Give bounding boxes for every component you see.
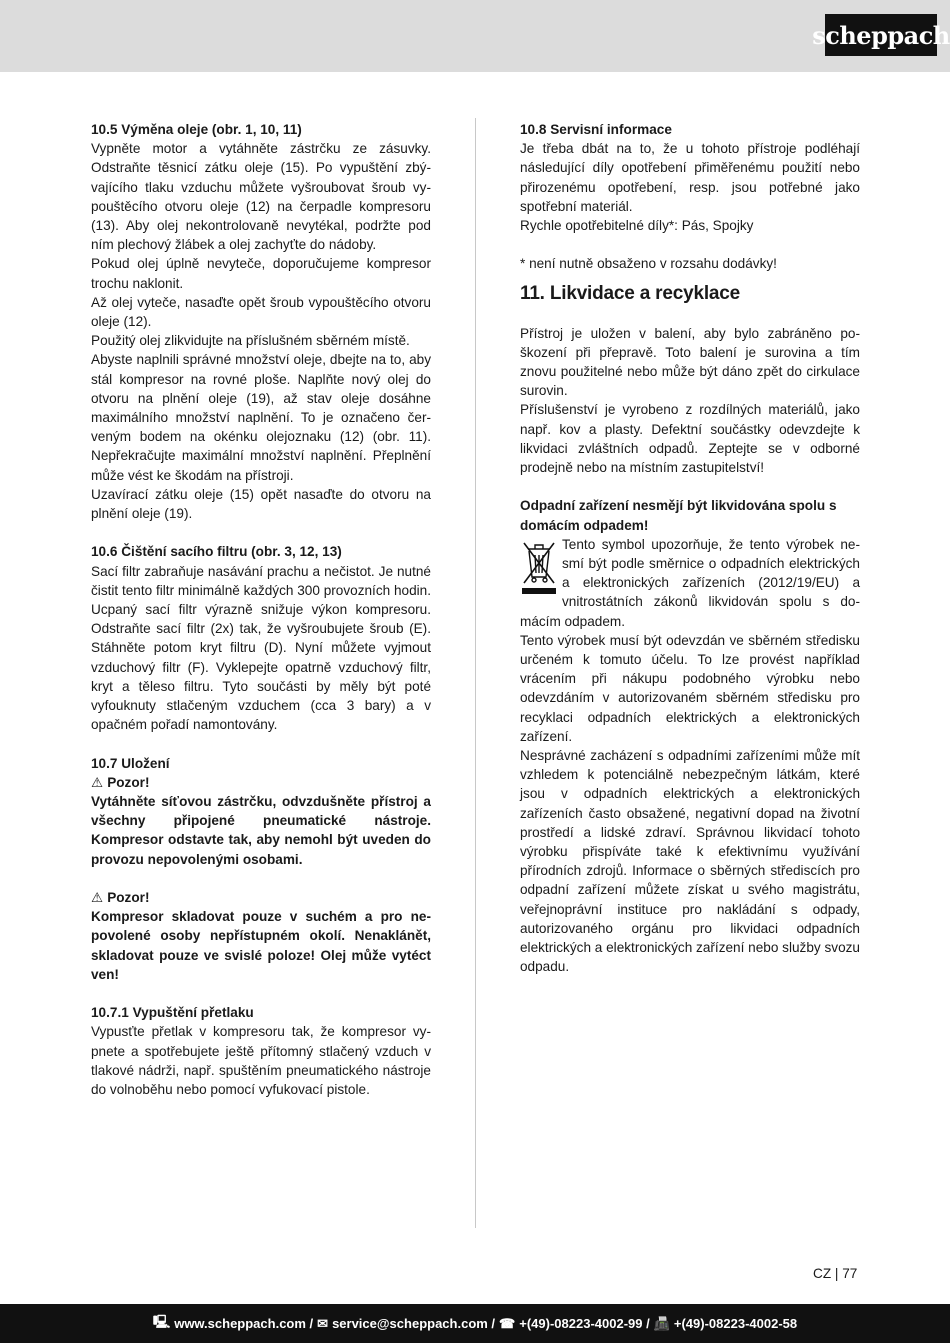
paragraph: Abyste naplnili správné množství oleje, dbejte na to, aby stál kompresor na rovné ploše. Naplňte nový olej do otvoru na plnění oleje (19), až stav oleje dosáhne maximálního množství naplnění. To je označeno červeným bodem na okénku olejoznaku (12) (obr. 11). Nepřekračujte maximální množství naplnění. Přeplnění může vést ke škodám na přístroji. — [91, 352, 431, 483]
top-bar — [0, 0, 950, 72]
weee-heading: Odpadní zařízení nesmějí být likvidována spolu s domácím odpadem! — [520, 498, 837, 533]
paragraph: Až olej vyteče, nasaďte opět šroub vypouštěcího otvoru oleje (12). — [91, 294, 431, 330]
footer-fax: +(49)-08223-4002-58 — [673, 1316, 798, 1331]
paragraph: Pokud olej úplně nevyteče, doporučujeme kompresor trochu naklonit. — [91, 256, 431, 291]
warning-label: ⚠ Pozor! — [91, 773, 431, 792]
footnote: * není nutně obsaženo v rozsahu dodávky! — [520, 256, 777, 272]
warning-triangle-icon: ⚠ — [91, 774, 104, 790]
left-column — [91, 120, 431, 1099]
paragraph: Uzavírací zátku oleje (15) opět nasaďte do otvoru na plnění oleje (19). — [91, 486, 431, 522]
right-column — [520, 120, 860, 977]
footer-phone: +(49)-08223-4002-99 / — [519, 1316, 650, 1331]
paragraph: Příslušenství je vyrobeno z rozdílných materiálů, jako např. kov a plasty. Defektní součástky odevzdejte k likvidaci zvláštních odpadů. Zeptejte se v odborné prodejně nebo na místním zastupitelství! — [520, 402, 860, 476]
weee-block — [520, 535, 860, 631]
mail-icon: ✉ — [317, 1315, 329, 1331]
section-10-8-title: 10.8 Servisní informace — [520, 122, 672, 137]
monitor-icon: 🖳 — [152, 1313, 171, 1329]
section-10-7-1-title: 10.7.1 Vypuštění přetlaku — [91, 1005, 254, 1021]
section-10-5-title: 10.5 Výměna oleje (obr. 1, 10, 11) — [91, 122, 302, 137]
paragraph: Vypusťte přetlak v kompresoru tak, že kompresor vypnete a spotřebujete ještě přítomný stlačený vzduch v tlakové nádrži, např. spuštěním pneumatického nástroje do volnoběhu nebo pomocí vyfukovací pistole. — [91, 1024, 431, 1098]
paragraph: Je třeba dbát na to, že u tohoto přístroje podléhají následující díly opotřebení přiměřenému použití nebo přirozenému opotřebení, resp. jsou potřebné jako spotřební materiál. — [520, 141, 860, 214]
warning-triangle-icon: ⚠ — [91, 890, 104, 906]
footer-web[interactable]: www.scheppach.com / — [174, 1316, 314, 1331]
fax-icon: 📠 — [653, 1315, 670, 1331]
paragraph: Rychle opotřebitelné díly*: Pás, Spojky — [520, 218, 754, 234]
phone-icon: ☎ — [499, 1315, 516, 1331]
paragraph: Vypněte motor a vytáhněte zástrčku ze zásuvky. Odstraňte těsnicí zátku oleje (15). Po vypuštění zbývajícího tlaku vzduchu můžete vyšroubovat šroub vypouštěcího otvoru oleje (12) na čerpadle kompresoru (13). Aby olej nekontrolovaně nevytékal, podržte pod ním plechový žlábek a olej zachyťte do nádoby. — [91, 141, 431, 253]
warning-label: ⚠ Pozor! — [91, 888, 431, 907]
paragraph: Tento výrobek musí být odevzdán ve sběrném středisku určeném k tomuto účelu. To lze provést například vrácením při nákupu podobného výrobku nebo odevzdáním v autorizovaném sběrném středisku pro recyklaci odpadních elektrických a elektronických zařízení. — [520, 632, 860, 744]
column-divider — [475, 118, 476, 1228]
paragraph: Nesprávné zacházení s odpadními zařízeními může mít vzhledem k potenciálně nebezpečným látkám, které jsou v odpadních elektrických a elektronických zařízeních často obsažené, negativní dopad na životní prostředí a lidské zdraví. Správnou likvidací tohoto výrobku přispíváte také k efektivnímu využívání přírodních zdrojů. Informace o sběrných střediscích pro odpadní zařízení můžete získat u svého magistrátu, veřejnoprávní instituce pro nakládání s odpady, autorizovaného orgánu pro likvidaci odpadních elektrických a elektronických zařízení nebo služby svozu odpadu. — [520, 748, 860, 975]
brand-logo: scheppach — [825, 14, 937, 56]
paragraph: Použitý olej zlikvidujte na příslušném sběrném místě. — [91, 333, 410, 349]
section-10-6-title: 10.6 Čištění sacího filtru (obr. 3, 12, 13) — [91, 544, 342, 560]
section-10-7-title: 10.7 Uložení — [91, 755, 170, 771]
footer — [0, 1304, 950, 1343]
paragraph: Tento symbol upozorňuje, že tento výrobek nesmí být podle směrnice o odpadních elektrických a elektronických zařízeních (2012/19/EU) a vnitrostátních zákonů likvidován spolu s domácím odpadem. — [520, 536, 860, 629]
page-number: CZ | 77 — [813, 1266, 858, 1281]
warning-text: Vytáhněte síťovou zástrčku, odvzdušněte přístroj a všechny připojené pneumatické nástroje. Kompresor odstavte tak, aby nemohl být uveden do provozu nepovolenými osobami. — [91, 794, 431, 867]
paragraph: Přístroj je uložen v balení, aby bylo zabráněno poškození při přepravě. Toto balení je surovina a tím znovu použitelné nebo může být dáno zpět do cirkulace surovin. — [520, 325, 860, 399]
footer-email[interactable]: service@scheppach.com / — [332, 1316, 496, 1331]
weee-crossed-bin-icon — [520, 537, 558, 595]
warning-text: Kompresor skladovat pouze v suchém a pro nepovolené osoby nepřístupném okolí. Nenaklánět, skladovat pouze ve svislé poloze! Olej může vytéct ven! — [91, 909, 431, 982]
section-11-title: 11. Likvidace a recyklace — [520, 282, 741, 304]
paragraph: Sací filtr zabraňuje nasávání prachu a nečistot. Je nutné čistit tento filtr minimálně každých 300 provozních hodin. Ucpaný sací filtr výrazně snižuje výkon kompresoru. Odstraňte sací filtr (2x) tak, že vyšroubujete šroub (E). Stáhněte potom kryt filtru (D). Nyní můžete vyjmout vzduchový filtr (F). Vyklepejte opatrně vzduchový filtr, kryt a těleso filtru. Tyto součásti by měly být poté vyfouknuty stlačeným vzduchem (cca 3 bary) a v opačném pořadí namontovány. — [91, 563, 432, 733]
